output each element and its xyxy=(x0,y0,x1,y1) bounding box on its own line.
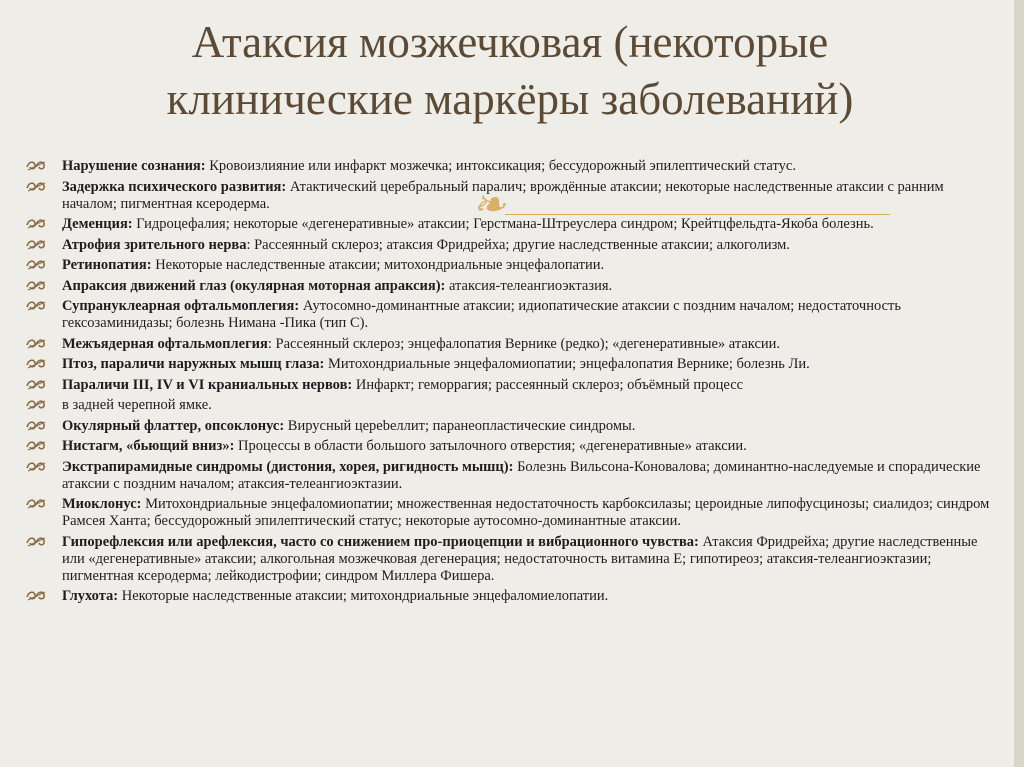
item-text: : Рассеянный склероз; атаксия Фридрейха; другие наследственные атаксии; алкоголизм. xyxy=(246,236,790,253)
list-item xyxy=(25,179,1000,213)
bullet-icon xyxy=(25,298,47,316)
list-item xyxy=(25,397,1000,414)
title-line-1: Атаксия мозжечковая (некоторые xyxy=(191,17,829,67)
bullet-icon xyxy=(25,438,47,456)
list-item xyxy=(25,377,1000,394)
flourish-ornament-icon: ❧ xyxy=(472,182,506,227)
item-text: Некоторые наследственные атаксии; митохондриальные энцефалопатии. xyxy=(151,257,605,273)
bullet-icon xyxy=(25,179,47,197)
list-item xyxy=(25,216,1000,233)
list-item xyxy=(25,534,1000,585)
item-text: Аутосомно-доминантные атаксии; идиопатические атаксии с поздним началом; недостаточность гексозаминидазы; болезнь Нимана -Пика (тип С). xyxy=(62,298,901,331)
bullet-icon xyxy=(25,588,47,606)
bullet-icon xyxy=(25,278,47,296)
right-edge-bar xyxy=(1014,0,1024,767)
list-item xyxy=(25,438,1000,455)
item-term: Птоз, параличи наружных мышц глаза: xyxy=(62,356,325,372)
item-text: Митохондриальные энцефаломиопатии; энцефалопатия Вернике; болезнь Ли. xyxy=(324,356,810,372)
item-term: Атрофия зрительного нерва xyxy=(62,236,247,253)
item-term: Межъядерная офтальмоплегия xyxy=(62,335,268,352)
item-text: Митохондриальные энцефаломиопатии; множественная недостаточность карбоксилазы; цероидные липофусцинозы; сиалидоз; синдром Рамсея Ханта; бессудорожный эпилептический статус; некоторые аутосомно-доминантные атаксии. xyxy=(62,496,990,529)
item-text: Гидроцефалия; некоторые «дегенеративные» атаксии; Герстмана-Штреуслера синдром; Крейтцфельдта-Якоба болезнь. xyxy=(132,216,874,232)
item-text: Болезнь Вильсона-Коновалова; доминантно-наследуемые и спорадические атаксии с поздним началом; атаксия-телеангиоэктазии. xyxy=(62,458,981,492)
bullet-icon xyxy=(25,216,47,234)
bullet-icon xyxy=(25,336,47,354)
bullet-icon xyxy=(25,377,47,395)
item-term: Окулярный флаттер, опсоклонус: xyxy=(62,417,285,434)
bullet-icon xyxy=(25,257,47,275)
item-term: Миоклонус: xyxy=(62,496,142,512)
item-term: Нарушение сознания: xyxy=(62,158,206,174)
list-item xyxy=(25,356,1000,373)
bullet-icon xyxy=(25,418,47,436)
list-item xyxy=(25,336,1000,353)
list-item xyxy=(25,278,1000,295)
item-term: Деменция: xyxy=(62,216,133,232)
list-item xyxy=(25,418,1000,435)
bullet-icon xyxy=(25,397,47,415)
item-text: Атактический церебральный паралич; врождённые атаксии; некоторые наследственные атаксии с ранним началом; пигментная ксеродерма. xyxy=(62,178,944,212)
item-term: Нистагм, «бьющий вниз»: xyxy=(62,438,235,454)
item-term: Экстрапирамидные синдромы (дистония, хорея, ригидность мышц): xyxy=(62,458,514,475)
item-text: в задней черепной ямке. xyxy=(62,397,212,413)
item-text: Кровоизлияние или инфаркт мозжечка; интоксикация; бессудорожный эпилептический статус. xyxy=(205,158,796,174)
bullet-icon xyxy=(25,158,47,176)
item-term: Задержка психического развития: xyxy=(62,178,287,195)
list-item xyxy=(25,459,1000,493)
list-item xyxy=(25,588,1000,605)
slide-title xyxy=(60,14,960,128)
item-text: Инфаркт; геморрагия; рассеянный склероз; объёмный процесс xyxy=(352,376,744,393)
item-term: Глухота: xyxy=(62,588,119,604)
list-item xyxy=(25,237,1000,254)
bullet-icon xyxy=(25,496,47,514)
item-term: Апраксия движений глаз (окулярная моторная апраксия): xyxy=(62,277,446,294)
item-text: Вирусный цереbеллит; паранеопластические синдромы. xyxy=(284,417,636,434)
list-item xyxy=(25,158,1000,175)
item-text: : Рассеянный склероз; энцефалопатия Вернике (редко); «дегенеративные» атаксии. xyxy=(267,335,781,352)
item-text: атаксия-телеангиоэктазия. xyxy=(445,277,613,294)
list-item xyxy=(25,257,1000,274)
bullet-icon xyxy=(25,356,47,374)
item-term: Супрануклеарная офтальмоплегия: xyxy=(62,298,300,314)
list-item xyxy=(25,298,1000,332)
item-term: Гипорефлексия или арефлексия, часто со снижением про-приоцепции и вибрационного чувства: xyxy=(62,533,699,550)
item-text: Некоторые наследственные атаксии; митохондриальные энцефаломиелопатии. xyxy=(118,588,609,604)
item-term: Параличи III, IV и VI краниальных нервов: xyxy=(62,376,353,393)
bullet-icon xyxy=(25,237,47,255)
marker-list xyxy=(25,158,1000,609)
item-text: Атаксия Фридрейха; другие наследственные или «дегенеративные» атаксии; алкогольная мозжечковая дегенерация; недостаточность витамина Е; гипотиреоз; атаксия-телеангиоэктазии; пигментная ксеродерма; лейкодистрофии; синдром Миллера Фишера. xyxy=(62,533,978,584)
item-term: Ретинопатия: xyxy=(62,257,152,273)
bullet-icon xyxy=(25,459,47,477)
list-item xyxy=(25,496,1000,530)
bullet-icon xyxy=(25,534,47,552)
title-line-2: клинические маркёры заболеваний) xyxy=(166,74,854,124)
item-text: Процессы в области большого затылочного отверстия; «дегенеративные» атаксии. xyxy=(234,438,747,454)
